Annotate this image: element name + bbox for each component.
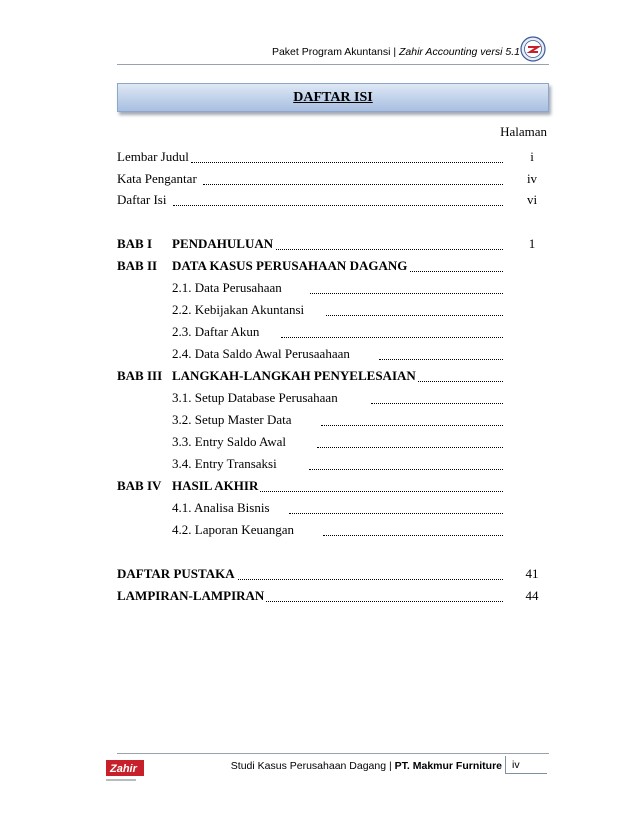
dot-leader bbox=[326, 302, 503, 316]
toc-chapter-row[interactable] bbox=[117, 368, 547, 386]
toc-row[interactable] bbox=[117, 434, 547, 452]
toc-row[interactable] bbox=[117, 588, 547, 606]
toc-row[interactable] bbox=[117, 390, 547, 408]
toc-page-number: 1 bbox=[528, 236, 536, 251]
dot-leader bbox=[323, 522, 503, 536]
dot-leader bbox=[289, 500, 503, 514]
toc-chapter-row[interactable] bbox=[117, 478, 547, 496]
toc-row[interactable] bbox=[117, 456, 547, 474]
dot-leader bbox=[251, 588, 503, 602]
footer-rule bbox=[117, 753, 549, 754]
svg-text:Zahir: Zahir bbox=[110, 763, 137, 775]
toc-label: Lembar Judul bbox=[117, 149, 189, 164]
toc-label: 4.1. Analisa Bisnis bbox=[172, 500, 270, 515]
header-rule bbox=[117, 64, 549, 65]
toc-row[interactable] bbox=[117, 412, 547, 430]
zahir-logo bbox=[104, 756, 150, 786]
title-banner bbox=[117, 83, 549, 112]
toc-chapter-title: HASIL AKHIR bbox=[172, 478, 259, 493]
toc-label: 2.1. Data Perusahaan bbox=[172, 280, 282, 295]
toc-label: 3.4. Entry Transaksi bbox=[172, 456, 277, 471]
dot-leader bbox=[173, 192, 503, 206]
dot-leader bbox=[321, 412, 503, 426]
toc-chapter-title: PENDAHULUAN bbox=[172, 236, 274, 251]
toc-chapter-number: BAB I bbox=[117, 236, 153, 251]
running-header bbox=[272, 46, 520, 58]
dot-leader bbox=[281, 324, 503, 338]
header-program-text: Paket Program Akuntansi | bbox=[271, 46, 399, 58]
dot-leader bbox=[379, 346, 503, 360]
dot-leader bbox=[317, 434, 503, 448]
toc-chapter-number: BAB II bbox=[117, 258, 158, 273]
dot-leader bbox=[227, 566, 503, 580]
running-footer bbox=[231, 760, 502, 772]
dot-leader bbox=[203, 171, 503, 185]
toc-label: 3.1. Setup Database Perusahaan bbox=[172, 390, 338, 405]
toc-row[interactable] bbox=[117, 324, 547, 342]
toc-row[interactable] bbox=[117, 171, 547, 189]
header-version-text: Zahir Accounting versi 5.1 bbox=[398, 46, 520, 58]
dot-leader bbox=[191, 149, 503, 163]
halaman-column-header: Halaman bbox=[500, 124, 547, 139]
toc-row[interactable] bbox=[117, 302, 547, 320]
zahir-emblem-icon bbox=[520, 36, 546, 62]
toc-label: LAMPIRAN-LAMPIRAN bbox=[117, 588, 265, 603]
toc-row[interactable] bbox=[117, 280, 547, 298]
toc-row[interactable] bbox=[117, 192, 547, 210]
dot-leader bbox=[253, 478, 503, 492]
toc-page-number: iv bbox=[526, 171, 538, 186]
toc-label: Daftar Isi bbox=[117, 192, 167, 207]
dot-leader bbox=[310, 280, 503, 294]
toc-page-number: vi bbox=[526, 192, 538, 207]
toc-label: 2.3. Daftar Akun bbox=[172, 324, 260, 339]
toc-page-number: i bbox=[530, 149, 534, 164]
toc-row[interactable] bbox=[117, 149, 547, 167]
toc-label: 3.2. Setup Master Data bbox=[172, 412, 292, 427]
toc-chapter-number: BAB III bbox=[117, 368, 163, 383]
toc-label: DAFTAR PUSTAKA bbox=[117, 566, 235, 581]
toc-label: 2.2. Kebijakan Akuntansi bbox=[172, 302, 305, 317]
footer-page-number: iv bbox=[505, 756, 547, 774]
footer-company-text: PT. Makmur Furniture bbox=[394, 760, 502, 772]
toc-label: 2.4. Data Saldo Awal Perusaahaan bbox=[172, 346, 350, 361]
dot-leader bbox=[371, 390, 503, 404]
toc-row[interactable] bbox=[117, 522, 547, 540]
toc-row[interactable] bbox=[117, 500, 547, 518]
toc-label: Kata Pengantar bbox=[117, 171, 197, 186]
footer-case-text: Studi Kasus Perusahaan Dagang | bbox=[230, 760, 395, 772]
toc-chapter-title: LANGKAH-LANGKAH PENYELESAIAN bbox=[172, 368, 416, 383]
dot-leader bbox=[309, 456, 503, 470]
toc-row[interactable] bbox=[117, 346, 547, 364]
toc-chapter-row[interactable] bbox=[117, 236, 547, 254]
toc-page-number: 41 bbox=[525, 566, 539, 581]
toc-chapter-title: DATA KASUS PERUSAHAAN DAGANG bbox=[172, 258, 408, 273]
toc-chapter-row[interactable] bbox=[117, 258, 547, 276]
page-title: DAFTAR ISI bbox=[293, 90, 373, 105]
toc-row[interactable] bbox=[117, 566, 547, 584]
dot-leader bbox=[257, 236, 503, 250]
toc-label: 4.2. Laporan Keuangan bbox=[172, 522, 295, 537]
toc-chapter-number: BAB IV bbox=[117, 478, 162, 493]
toc-label: 3.3. Entry Saldo Awal bbox=[172, 434, 286, 449]
toc-page-number: 44 bbox=[525, 588, 539, 603]
